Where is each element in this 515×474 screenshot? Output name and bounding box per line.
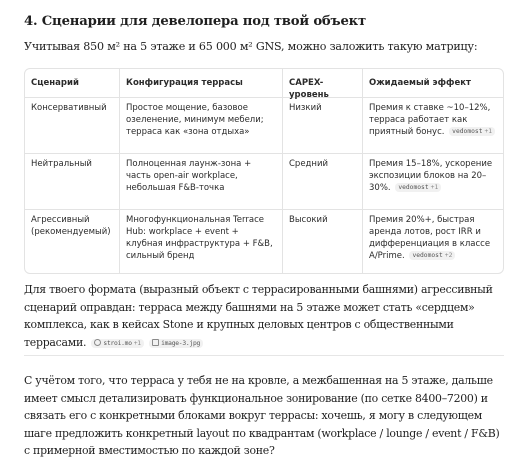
source-chip[interactable] xyxy=(91,339,143,348)
source-chip-count: +1 xyxy=(484,128,493,135)
image-icon xyxy=(152,339,159,346)
scenario-cell: Нейтральный xyxy=(25,154,120,209)
source-chip-count: +1 xyxy=(430,184,439,191)
source-chip[interactable] xyxy=(395,183,441,192)
followup-paragraph: С учётом того, что терраса у тебя не на кровле, а межбашенная на 5 этаже, дальше имеет смысл детализировать функциональное зонирование (по сетке 8400–7200) и связать его с конкретными блоками вокруг террасы: хочешь, я могу в следующем шаге предложить конкретный layout по квадрантам (workplace / lounge / event / F&B) с примерной вместимостью по каждой зоне? xyxy=(24,374,500,458)
config-cell: Многофункциональная Terrace Hub: workplace + event + клубная инфраструктура + F&B, сильный бренд xyxy=(120,210,283,274)
source-chip[interactable] xyxy=(409,251,455,260)
source-chip-label: vedomost xyxy=(452,128,483,135)
config-cell: Полноценная лаунж-зона + часть open-air workplace, небольшая F&B-точка xyxy=(120,154,283,209)
capex-cell: Высокий xyxy=(283,210,363,274)
table-row xyxy=(25,154,503,210)
source-chip-label: vedomost xyxy=(398,184,429,191)
intro-text: Учитывая 850 м² на 5 этаже и 65 000 м² GNS, можно заложить такую матрицу: xyxy=(24,40,478,53)
image-chip[interactable] xyxy=(149,339,203,348)
section-heading: 4. Сценарии для девелопера под твой объект xyxy=(24,14,366,29)
recommendation-text: Для твоего формата (выразный объект с террасированными башнями) агрессивный сценарий оправдан: терраса между башнями на 5 этаже может стать «сердцем» комплекса, как в кейсах Stone и крупных деловых центров с общественными террасами. xyxy=(24,283,493,349)
effect-text: Премия к ставке ~10–12%, терраса работает как приятный бонус. xyxy=(369,103,491,137)
effect-cell xyxy=(363,210,503,274)
capex-cell: Средний xyxy=(283,154,363,209)
col-header-scenario: Сценарий xyxy=(25,69,120,97)
table-header-row xyxy=(25,69,503,98)
effect-text: Премия 15–18%, ускорение экспозиции блоков на 20–30%. xyxy=(369,159,493,193)
effect-text: Премия 20%+, быстрая аренда лотов, рост IRR и дифференциация в классе A/Prime. xyxy=(369,215,491,261)
source-chip-label: vedomost xyxy=(412,252,443,259)
scenario-table xyxy=(24,68,504,274)
source-chip[interactable] xyxy=(449,127,495,136)
config-cell: Простое мощение, базовое озеленение, минимум мебели; терраса как «зона отдыха» xyxy=(120,98,283,153)
recommendation-paragraph xyxy=(24,281,506,351)
scenario-cell: Агрессивный (рекомендуемый) xyxy=(25,210,120,274)
col-header-effect: Ожидаемый эффект xyxy=(369,78,471,88)
table-row xyxy=(25,98,503,154)
source-chip-label: stroi.mo xyxy=(103,339,132,347)
scenario-cell: Консервативный xyxy=(25,98,120,153)
effect-cell xyxy=(363,98,503,153)
col-header-config: Конфигурация террасы xyxy=(120,69,283,97)
col-header-capex: CAPEX-уровень xyxy=(283,69,363,97)
source-chip-count: +1 xyxy=(133,339,141,347)
table-row xyxy=(25,210,503,274)
capex-cell: Низкий xyxy=(283,98,363,153)
effect-cell xyxy=(363,154,503,209)
source-chip-count: +2 xyxy=(444,252,453,259)
divider xyxy=(24,355,504,356)
image-chip-label: image-3.jpg xyxy=(161,339,201,347)
link-icon xyxy=(94,339,101,346)
